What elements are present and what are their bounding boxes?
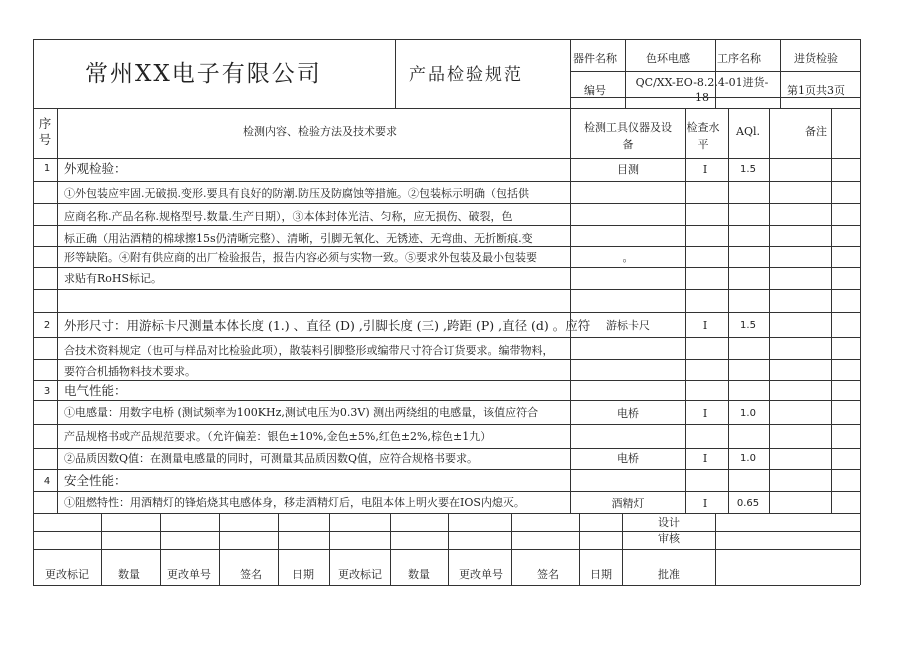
section-3-item-1-level: I [702, 407, 708, 420]
part-name-value: 色环电感 [646, 52, 690, 65]
section-3-item-1-tool: 电桥 [617, 407, 639, 420]
table-rule [33, 203, 860, 204]
content-header: 检测内容、检验方法及技术要求 [243, 125, 397, 138]
section-1-title: 外观检验： [64, 161, 127, 176]
table-rule [33, 158, 860, 159]
tool-header: 检测工具仪器及设 [584, 121, 672, 134]
section-1-tool: 目测 [617, 163, 639, 176]
table-rule [33, 108, 860, 109]
section-1-aql: 1.5 [740, 164, 756, 175]
doc-no-value-cont: 18 [695, 91, 709, 104]
section-4-no: 4 [43, 476, 51, 487]
table-rule [570, 39, 571, 108]
table-rule [685, 108, 686, 513]
section-4-title: 安全性能： [64, 473, 127, 488]
footer-label: 签名 [240, 568, 262, 581]
page-info: 第1页共3页 [787, 84, 845, 97]
footer-label: 更改单号 [459, 568, 503, 581]
table-rule [33, 513, 860, 514]
level-header-cont: 平 [697, 138, 709, 151]
section-4-item-1: ①阻燃特性：用酒精灯的锋焰烧其电感体身，移走酒精灯后，电阻本体上明火要在IOS内熄灭。 [64, 496, 525, 509]
table-rule [780, 39, 781, 108]
section-3-no: 3 [43, 386, 51, 397]
table-rule [33, 39, 34, 585]
table-rule [33, 531, 860, 532]
section-1-no: 1 [43, 163, 51, 174]
table-rule [57, 108, 58, 513]
section-1-line: 求贴有RoHS标记。 [64, 272, 163, 285]
section-2-line: 要符合机插物料技术要求。 [64, 365, 196, 378]
table-rule [33, 585, 860, 586]
table-rule [860, 39, 861, 585]
table-rule [511, 513, 512, 585]
footer-label: 日期 [292, 568, 314, 581]
seq-header: 序 [38, 116, 52, 131]
table-rule [33, 400, 860, 401]
level-header: 检查水 [686, 121, 720, 134]
section-3-item-2-tool: 电桥 [617, 452, 639, 465]
footer-label: 数量 [408, 568, 430, 581]
table-rule [625, 39, 626, 108]
tool-header-cont: 备 [622, 138, 634, 151]
section-3-item-2: ②品质因数Q值：在测量电感量的同时，可测量其品质因数Q值，应符合规格书要求。 [64, 452, 479, 465]
table-rule [831, 108, 832, 513]
section-3-item-2-level: I [702, 452, 708, 465]
section-1-line: ①外包装应牢固.无破损.变形.要具有良好的防潮.防压及防腐蚀等措施。②包装标示明确（包括供 [64, 187, 529, 200]
table-rule [33, 312, 860, 313]
table-rule [33, 448, 860, 449]
footer-label: 更改单号 [167, 568, 211, 581]
footer-label: 数量 [118, 568, 140, 581]
section-2-no: 2 [43, 320, 51, 331]
inspection-spec-sheet [33, 39, 860, 585]
section-2-line: 合技术资料规定（也可与样品对比检验此项），散装料引脚整形或编带尺寸符合订货要求。编带物料， [64, 344, 554, 357]
footer-label: 更改标记 [338, 568, 382, 581]
process-label: 工序名称 [717, 52, 761, 65]
table-rule [33, 549, 860, 550]
section-3-item-1-aql: 1.0 [740, 408, 756, 419]
table-rule [33, 337, 860, 338]
part-name-label: 器件名称 [573, 52, 617, 65]
section-4-item-1-tool: 酒精灯 [611, 497, 645, 510]
document-title: 产品检验规范 [409, 65, 523, 85]
table-rule [33, 225, 860, 226]
table-rule [448, 513, 449, 585]
table-rule [33, 246, 860, 247]
table-rule [33, 491, 860, 492]
table-rule [278, 513, 279, 585]
table-rule [33, 289, 860, 290]
footer-label: 更改标记 [45, 568, 89, 581]
table-rule [160, 513, 161, 585]
process-value: 进货检验 [794, 52, 838, 65]
footer-label: 签名 [537, 568, 559, 581]
table-rule [769, 108, 770, 513]
aql-header: AQl. [736, 125, 760, 138]
table-rule [33, 359, 860, 360]
section-2-tool: 游标卡尺 [606, 319, 650, 332]
doc-no-label: 编号 [584, 84, 606, 97]
company-name: 常州XX电子有限公司 [85, 61, 322, 87]
section-1-mark: 。 [622, 251, 634, 264]
section-2-level: I [702, 319, 708, 332]
table-rule [33, 469, 860, 470]
table-rule [728, 108, 729, 513]
section-2-aql: 1.5 [740, 320, 756, 331]
table-rule [395, 39, 396, 108]
table-rule [715, 513, 716, 585]
table-rule [101, 513, 102, 585]
table-rule [219, 513, 220, 585]
table-rule [33, 181, 860, 182]
section-4-item-1-level: I [702, 497, 708, 510]
table-rule [33, 380, 860, 381]
design-label: 设计 [658, 516, 680, 529]
section-3-item-1: ①电感量：用数字电桥 (测试频率为100KHz,测试电压为0.3V) 测出两绕组的电感量，该值应符合 [64, 406, 539, 419]
section-3-item-2-aql: 1.0 [740, 453, 756, 464]
table-rule [329, 513, 330, 585]
section-4-item-1-aql: 0.65 [736, 498, 760, 509]
doc-no-value: QC/XX-EO-8.2.4-01进货- [635, 76, 769, 89]
section-2-line: 外形尺寸：用游标卡尺测量本体长度 (1.) 、直径 (D) ,引脚长度 (三) ,跨距 (P) ,直径 (d) 。应符 [64, 318, 591, 333]
section-1-line: 标正确（用沾酒精的棉球擦15s仍清晰完整）、清晰，引脚无氧化、无锈迹、无弯曲、无折断痕.变 [64, 232, 533, 245]
section-1-line: 应商名称.产品名称.规格型号.数量.生产日期），③本体封体光洁、匀称，应无损伤、破裂，色 [64, 210, 513, 223]
approve-label: 批准 [658, 568, 680, 581]
section-3-title: 电气性能： [64, 383, 127, 398]
section-1-level: I [702, 163, 708, 176]
table-rule [579, 513, 580, 585]
table-rule [715, 39, 716, 108]
seq-header-cont: 号 [38, 132, 52, 147]
section-3-item-1-cont: 产品规格书或产品规范要求。（允许偏差：银色±10%,金色±5%,红色±2%,棕色±1九） [64, 430, 492, 443]
review-label: 审核 [658, 532, 680, 545]
table-rule [33, 267, 860, 268]
table-rule [33, 424, 860, 425]
table-rule [390, 513, 391, 585]
remark-header: 备注 [805, 125, 827, 138]
table-rule [622, 513, 623, 585]
section-1-line: 形等缺陷。④附有供应商的出厂检验报告，报告内容必须与实物一致。⑤要求外包装及最小包装要 [64, 251, 537, 264]
footer-label: 日期 [590, 568, 612, 581]
table-rule [570, 108, 571, 513]
